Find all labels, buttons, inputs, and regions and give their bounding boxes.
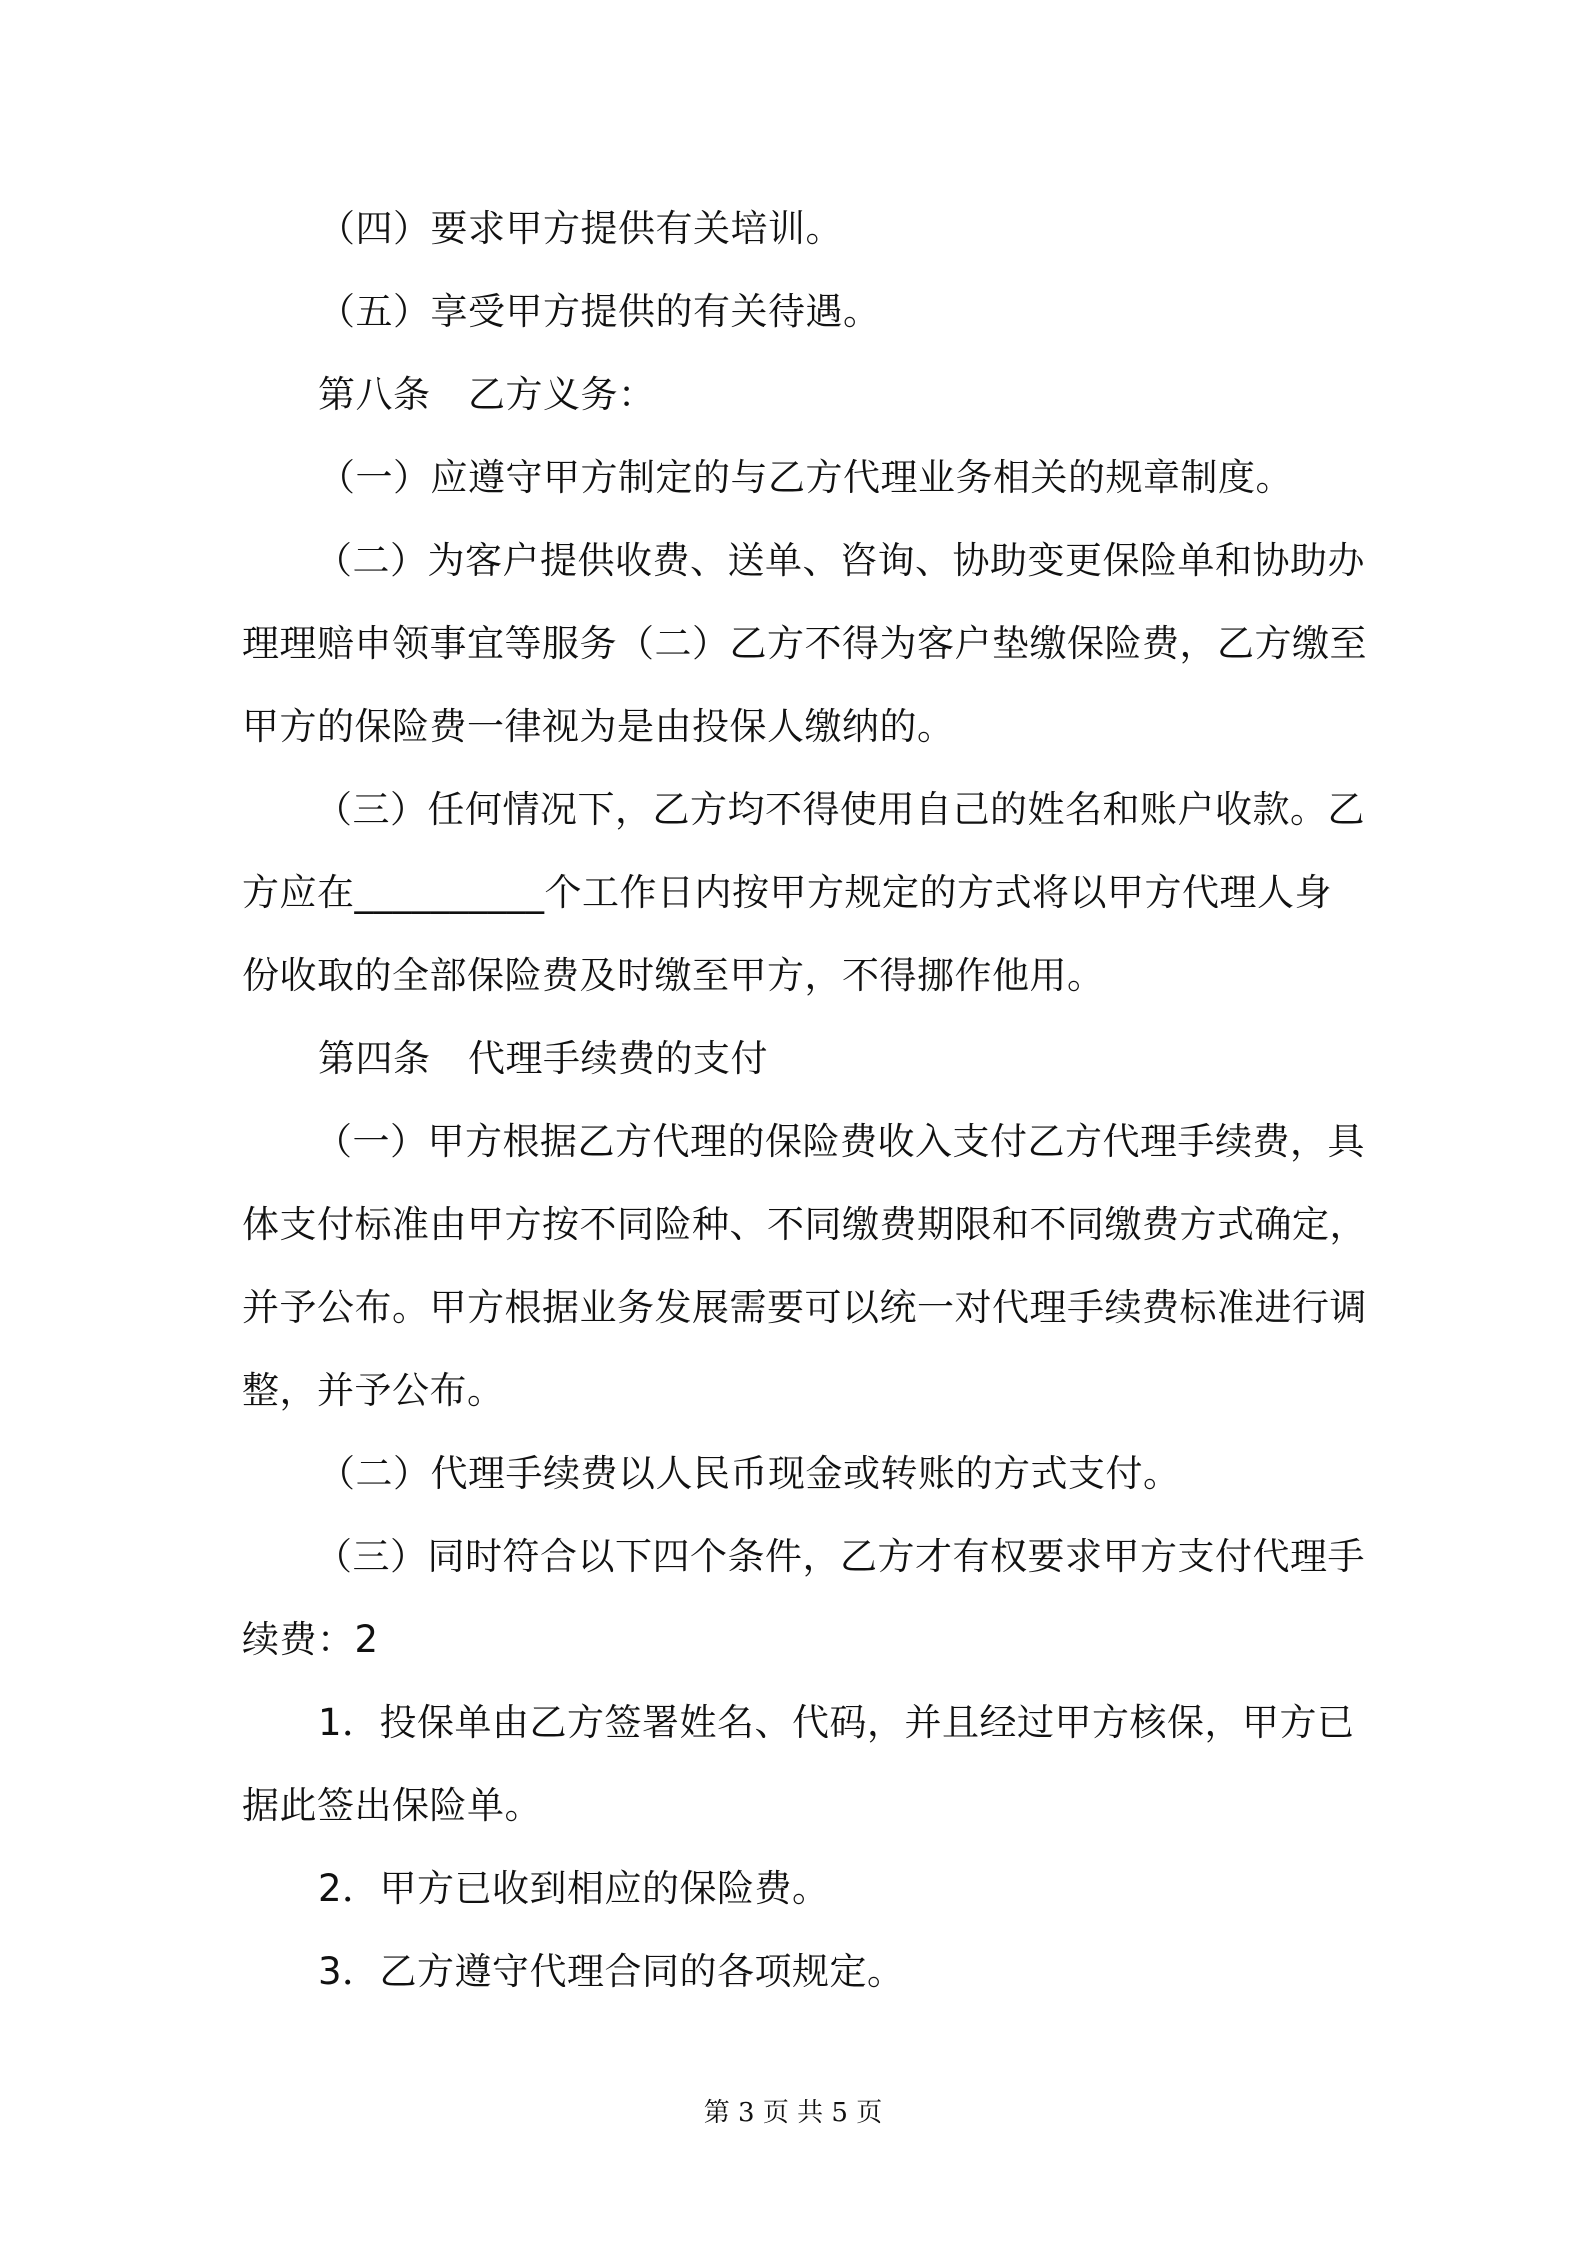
page-number-footer: 第 3 页 共 5 页 <box>703 2098 883 2128</box>
paragraph-line: （四）要求甲方提供有关培训。 <box>318 207 843 250</box>
paragraph-line: 1．投保单由乙方签署姓名、代码，并且经过甲方核保，甲方已 <box>318 1701 1355 1744</box>
paragraph-line: （三）任何情况下，乙方均不得使用自己的姓名和账户收款。乙 <box>315 788 1365 831</box>
paragraph-line: 据此签出保险单。 <box>242 1784 542 1827</box>
section-heading: 第四条 代理手续费的支付 <box>318 1037 768 1080</box>
paragraph-line: （二）代理手续费以人民币现金或转账的方式支付。 <box>318 1452 1181 1495</box>
paragraph-line: 份收取的全部保险费及时缴至甲方，不得挪作他用。 <box>242 954 1105 997</box>
paragraph-line: 2．甲方已收到相应的保险费。 <box>318 1867 830 1910</box>
paragraph-line: （一）甲方根据乙方代理的保险费收入支付乙方代理手续费，具 <box>315 1120 1365 1163</box>
paragraph-line: 体支付标准由甲方按不同险种、不同缴费期限和不同缴费方式确定， <box>242 1203 1367 1246</box>
paragraph-line: 并予公布。甲方根据业务发展需要可以统一对代理手续费标准进行调 <box>242 1286 1367 1329</box>
paragraph-line: （二）为客户提供收费、送单、咨询、协助变更保险单和协助办 <box>315 539 1365 582</box>
paragraph-line: 方应在__________个工作日内按甲方规定的方式将以甲方代理人身 <box>242 871 1332 914</box>
paragraph-line: 续费：2 <box>242 1618 379 1661</box>
paragraph-line: （五）享受甲方提供的有关待遇。 <box>318 290 881 333</box>
paragraph-line: 整，并予公布。 <box>242 1369 505 1412</box>
paragraph-line: 3．乙方遵守代理合同的各项规定。 <box>318 1950 905 1993</box>
section-heading: 第八条 乙方义务： <box>318 373 656 416</box>
paragraph-line: （三）同时符合以下四个条件，乙方才有权要求甲方支付代理手 <box>315 1535 1365 1578</box>
paragraph-line: （一）应遵守甲方制定的与乙方代理业务相关的规章制度。 <box>318 456 1293 499</box>
paragraph-line: 甲方的保险费一律视为是由投保人缴纳的。 <box>242 705 955 748</box>
paragraph-line: 理理赔申领事宜等服务（二）乙方不得为客户垫缴保险费，乙方缴至 <box>242 622 1367 665</box>
